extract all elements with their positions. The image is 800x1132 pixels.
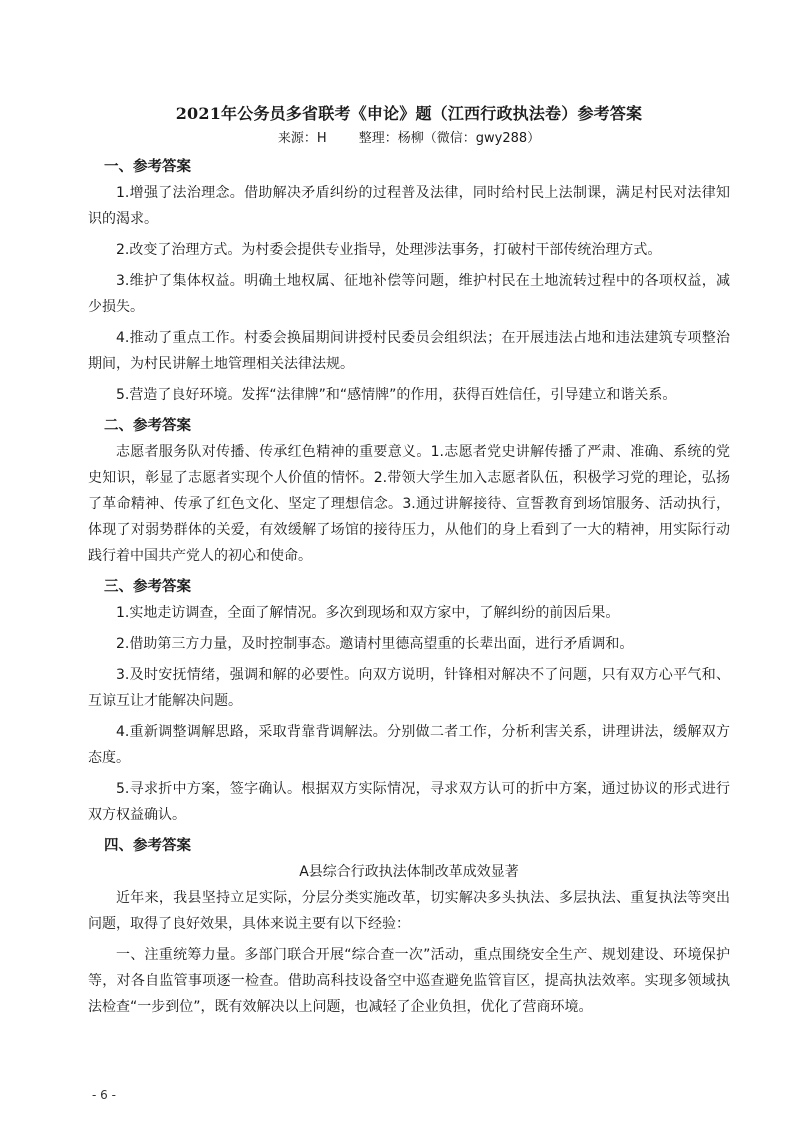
section-1-paragraph: 3.维护了集体权益。明确土地权属、征地补偿等问题，维护村民在土地流转过程中的各项权益，减少损失。 <box>88 273 730 315</box>
section-4-paragraph: 一、注重统筹力量。多部门联合开展“综合查一次”活动，重点围绕安全生产、规划建设、环境保护等，对各自监管事项逐一检查。借助高科技设备空中巡查避免监管盲区，提高执法效率。实现多领域执法检查“一步到位”，既有效解决以上问题，也减轻了企业负担，优化了营商环境。 <box>88 947 730 1015</box>
section-1-paragraph: 5.营造了良好环境。发挥“法律牌”和“感情牌”的作用，获得百姓信任，引导建立和谐关系。 <box>116 387 677 403</box>
document-title: 2021年公务员多省联考《申论》题（江西行政执法卷）参考答案 <box>175 104 643 123</box>
editor-text: 整理：杨柳（微信：gwy288） <box>358 131 541 146</box>
page-number: - 6 - <box>92 1088 116 1102</box>
section-1-paragraph: 4.推动了重点工作。村委会换届期间讲授村民委员会组织法；在开展违法占地和违法建筑专项整治期间，为村民讲解土地管理相关法律法规。 <box>88 330 730 372</box>
section-3-paragraph: 5.寻求折中方案，签字确认。根据双方实际情况，寻求双方认可的折中方案，通过协议的形式进行双方权益确认。 <box>88 781 730 823</box>
section-2-paragraph: 志愿者服务队对传播、传承红色精神的重要意义。1.志愿者党史讲解传播了严肃、准确、系统的党史知识，彰显了志愿者实现个人价值的情怀。2.带领大学生加入志愿者队伍，积极学习党的理论，弘扬了革命精神、传承了红色文化、坚定了理想信念。3.通过讲解接待、宣誓教育到场馆服务、活动执行，体现了对弱势群体的关爱，有效缓解了场馆的接待压力，从他们的身上看到了一大的精神，用实际行动践行着中国共产党人的初心和使命。 <box>88 444 730 564</box>
source-line <box>88 128 730 150</box>
section-3-paragraph: 3.及时安抚情绪，强调和解的必要性。向双方说明，针锋相对解决不了问题，只有双方心平气和、互谅互让才能解决问题。 <box>88 667 730 709</box>
essay-subtitle: A县综合行政执法体制改革成效显著 <box>299 864 519 880</box>
section-1-heading: 一、参考答案 <box>104 158 191 175</box>
document-page <box>88 100 730 1025</box>
section-1-paragraph: 2.改变了治理方式。为村委会提供专业指导，处理涉法事务，打破村干部传统治理方式。 <box>116 242 662 258</box>
section-4-paragraph: 近年来，我县坚持立足实际，分层分类实施改革，切实解决多头执法、多层执法、重复执法等突出问题，取得了良好效果，具体来说主要有以下经验： <box>88 890 730 932</box>
section-3-paragraph: 1.实地走访调查，全面了解情况。多次到现场和双方家中，了解纠纷的前因后果。 <box>116 605 620 621</box>
section-1-paragraph: 1.增强了法治理念。借助解决矛盾纠纷的过程普及法律，同时给村民上法制课，满足村民对法律知识的渴求。 <box>88 185 730 227</box>
section-4-heading: 四、参考答案 <box>104 837 191 854</box>
section-3-paragraph: 2.借助第三方力量，及时控制事态。邀请村里德高望重的长辈出面，进行矛盾调和。 <box>116 636 634 652</box>
section-2-heading: 二、参考答案 <box>104 417 191 434</box>
source-text: 来源：H <box>277 131 327 146</box>
section-3-heading: 三、参考答案 <box>104 578 191 595</box>
section-3-paragraph: 4.重新调整调解思路，采取背靠背调解法。分别做二者工作，分析利害关系，讲理讲法，缓解双方态度。 <box>88 724 730 766</box>
